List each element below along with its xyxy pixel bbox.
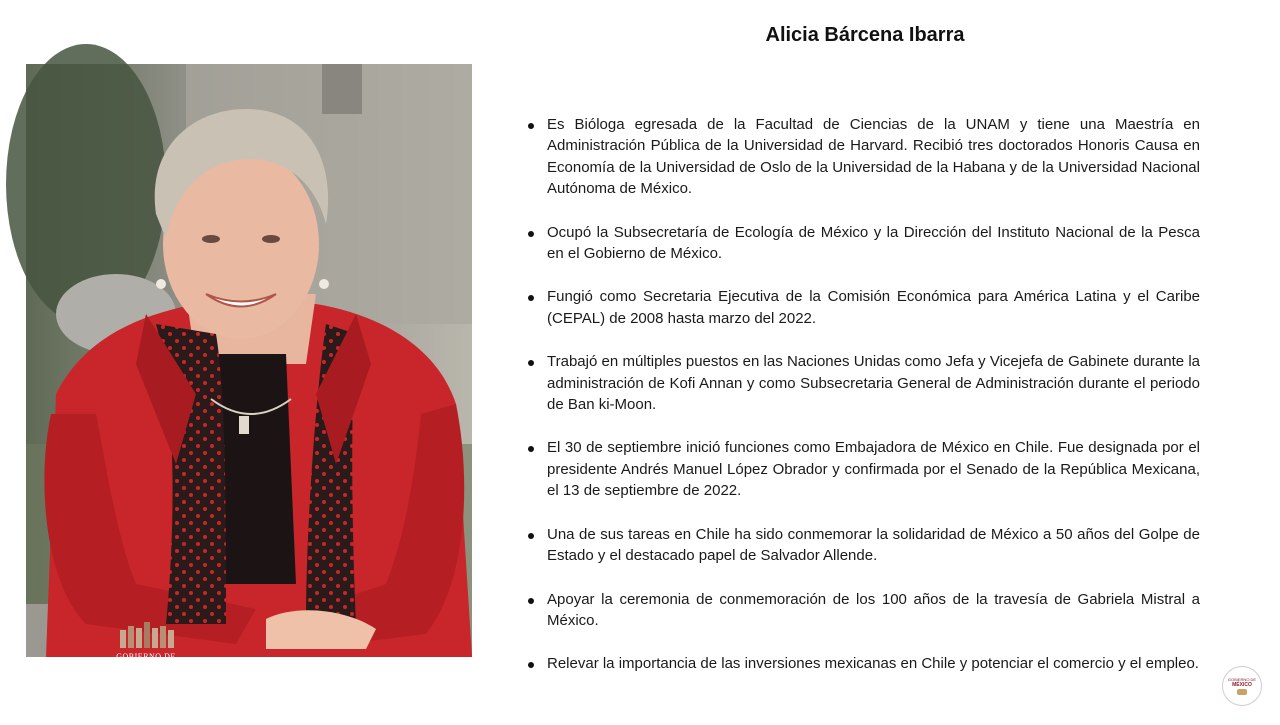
slide-title: Alicia Bárcena Ibarra (765, 24, 965, 46)
gobierno-de-mexico-logo (1222, 666, 1262, 706)
portrait-illustration (26, 64, 472, 657)
watermark-line2: MÉXICO (115, 660, 177, 675)
corner-logo-line2: MÉXICO (1232, 682, 1252, 688)
figures-icon (116, 620, 176, 650)
list-item: Fungió como Secretaria Ejecutiva de la Comisión Económica para América Latina y el Caribe (CEPAL) de 2008 hasta marzo del 2022. (547, 286, 1200, 329)
list-item: Relevar la importancia de las inversiones mexicanas en Chile y potenciar el comercio y el empleo. (547, 653, 1200, 674)
gobierno-de-mexico-watermark (110, 620, 182, 675)
corner-logo-line1: GOBIERNO DE (1227, 677, 1257, 682)
list-item: Ocupó la Subsecretaría de Ecología de México y la Dirección del Instituto Nacional de la Pesca en el Gobierno de México. (547, 222, 1200, 265)
biography-list (547, 114, 1200, 675)
list-item: Una de sus tareas en Chile ha sido conmemorar la solidaridad de México a 50 años del Golpe de Estado y el destacado papel de Salvador Allende. (547, 524, 1200, 567)
list-item: Trabajó en múltiples puestos en las Naciones Unidas como Jefa y Vicejefa de Gabinete durante la administración de Kofi Annan y como Subsecretaria General de Administración durante el periodo de Ban ki-Moon. (547, 351, 1200, 415)
list-item: El 30 de septiembre inició funciones como Embajadora de México en Chile. Fue designada por el presidente Andrés Manuel López Obrador y confirmada por el Senado de la República Mexicana, el 13 de septiembre de 2022. (547, 437, 1200, 501)
portrait-photo (26, 64, 472, 675)
eagle-emblem-icon (1237, 689, 1247, 695)
watermark-line1: GOBIERNO DE (116, 652, 176, 661)
list-item: Apoyar la ceremonia de conmemoración de los 100 años de la travesía de Gabriela Mistral a México. (547, 589, 1200, 632)
list-item: Es Bióloga egresada de la Facultad de Ciencias de la UNAM y tiene una Maestría en Administración Pública de la Universidad de Harvard. Recibió tres doctorados Honoris Causa en Economía de la Universidad de Oslo de la Universidad de la Habana y de la Universidad Nacional Autónoma de México. (547, 114, 1200, 200)
